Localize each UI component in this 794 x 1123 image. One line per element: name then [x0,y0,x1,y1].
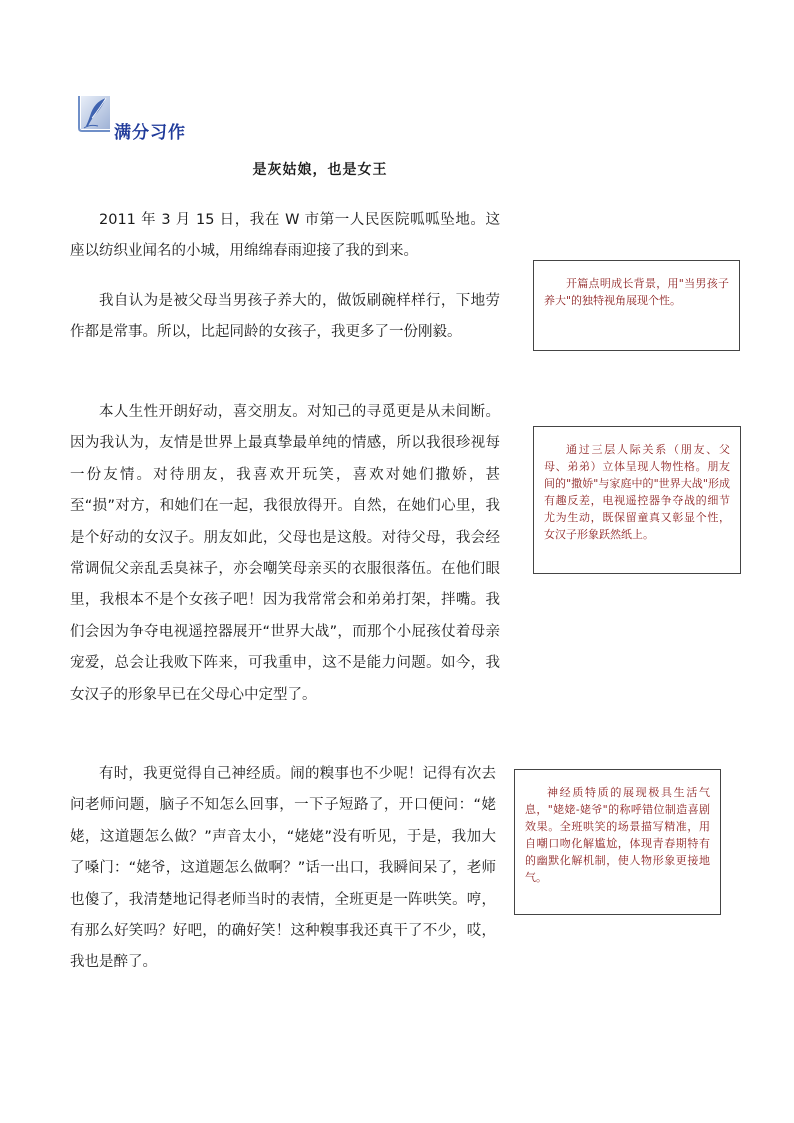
essay-paragraph-2: 我自认为是被父母当男孩子养大的，做饭刷碗样样行，下地劳作都是常事。所以，比起同龄的女孩子，我更多了一份刚毅。 [70,293,500,341]
essay-paragraph-1: 2011 年 3 月 15 日，我在 W 市第一人民医院呱呱坠地。这座以纺织业闻名的小城，用绵绵春雨迎接了我的到来。 [70,212,500,260]
section-header [76,94,276,143]
feather-quill-icon [76,94,112,134]
essay-paragraph-4: 有时，我更觉得自己神经质。闹的糗事也不少呢！记得有次去问老师问题，脑子不知怎么回事，一下子短路了，开口便问：“姥姥，这道题怎么做？”声音太小，“姥姥”没有听见，于是，我加大了嗓门：“姥爷，这道题怎么做啊？”话一出口，我瞬间呆了，老师也傻了，我清楚地记得老师当时的表情，全班更是一阵哄笑。哼，有那么好笑吗？好吧，的确好笑！这种糗事我还真干了不少，哎，我也是醉了。 [70,766,496,971]
section-title: 满分习作 [114,123,186,143]
margin-note-3: 神经质特质的展现极具生活气息，"姥姥-姥爷"的称呼错位制造喜剧效果。全班哄笑的场景描写精准，用自嘲口吻化解尴尬，体现青春期特有的幽默化解机制，使人物形象更接地气。 [514,769,721,915]
margin-note-2: 通过三层人际关系（朋友、父母、弟弟）立体呈现人物性格。朋友间的"撒娇"与家庭中的"世界大战"形成有趣反差，电视遥控器争夺战的细节尤为生动，既保留童真又彰显个性，女汉子形象跃然纸上。 [533,426,741,574]
essay-paragraph-3: 本人生性开朗好动，喜交朋友。对知己的寻觅更是从未间断。因为我认为，友情是世界上最真挚最单纯的情感，所以我很珍视每一份友情。对待朋友，我喜欢开玩笑，喜欢对她们撒娇，甚至“损”对方，和她们在一起，我很放得开。自然，在她们心里，我是个好动的女汉子。朋友如此，父母也是这般。对待父母，我会经常调侃父亲乱丢臭袜子，亦会嘲笑母亲买的衣服很落伍。在他们眼里，我根本不是个女孩子吧！因为我常常会和弟弟打架，拌嘴。我们会因为争夺电视遥控器展开“世界大战”，而那个小屁孩仗着母亲宠爱，总会让我败下阵来，可我重申，这不是能力问题。如今，我女汉子的形象早已在父母心中定型了。 [70,404,500,703]
essay-title: 是灰姑娘，也是女王 [252,162,388,178]
margin-note-1: 开篇点明成长背景，用"当男孩子养大"的独特视角展现个性。 [533,260,740,351]
